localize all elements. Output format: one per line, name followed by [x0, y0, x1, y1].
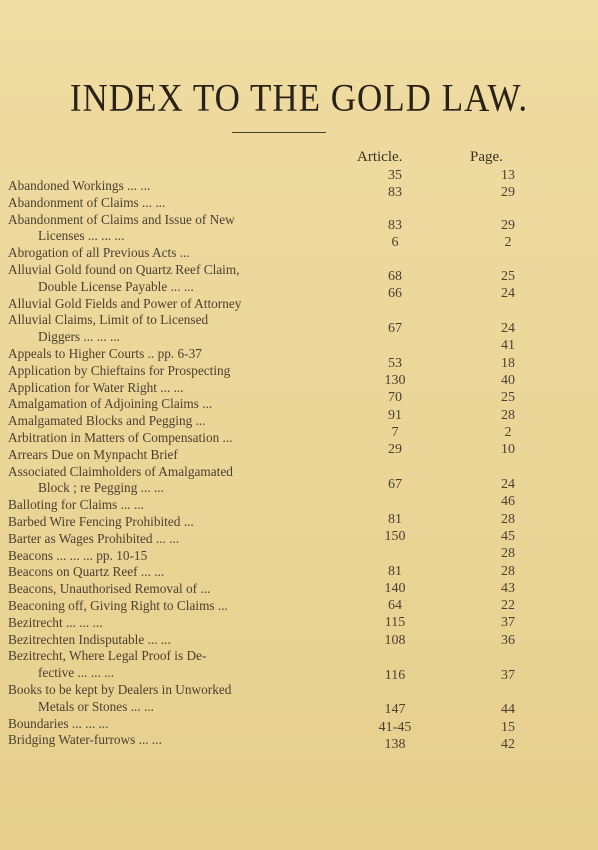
page-number: 43 — [501, 581, 515, 596]
index-entry: Bezitrecht, Where Legal Proof is De- — [8, 648, 207, 664]
article-number: 70 — [388, 390, 402, 405]
article-number: 130 — [384, 373, 406, 388]
index-entry: Amalgamation of Adjoining Claims ... — [8, 396, 213, 412]
article-number: 66 — [388, 286, 402, 301]
page-number: 41 — [501, 338, 515, 353]
index-entry: Alluvial Claims, Limit of to Licensed — [8, 312, 209, 328]
index-entry: Licenses ... ... ... — [38, 228, 125, 244]
page-number: 36 — [501, 633, 515, 648]
page-number: 29 — [501, 185, 515, 200]
article-number: 6 — [391, 235, 399, 250]
page-number: 25 — [501, 390, 515, 405]
page-number: 44 — [501, 702, 515, 717]
page-number: 46 — [501, 494, 515, 509]
index-entry: Metals or Stones ... ... — [38, 698, 154, 714]
index-entry: Beacons ... ... ... pp. 10-15 — [8, 547, 148, 563]
page-number: 28 — [501, 512, 515, 527]
page-number: 24 — [501, 286, 515, 301]
index-entry: Bridging Water-furrows ... ... — [8, 732, 162, 748]
page-number: 2 — [504, 235, 512, 250]
article-number: 68 — [388, 269, 402, 284]
article-number: 108 — [384, 633, 406, 648]
index-entry: Beaconing off, Giving Right to Claims ... — [8, 597, 228, 613]
index-entry: Abandoned Workings ... ... — [8, 178, 151, 193]
page-number: 42 — [501, 737, 515, 752]
page-number: 45 — [501, 529, 515, 544]
article-number: 67 — [388, 321, 402, 336]
index-entry: Barbed Wire Fencing Prohibited ... — [8, 513, 194, 529]
index-entry: Alluvial Gold found on Quartz Reef Claim, — [8, 261, 240, 277]
index-entry: Bezitrechten Indisputable ... ... — [8, 631, 171, 647]
index-entry: Diggers ... ... ... — [38, 329, 120, 345]
page-number: 37 — [501, 615, 515, 630]
article-number: 83 — [388, 185, 402, 200]
page-number: 2 — [504, 425, 512, 440]
article-number: 138 — [384, 737, 406, 752]
index-entry: Double License Payable ... ... — [38, 278, 194, 294]
page-number: 10 — [501, 442, 515, 457]
index-entry: Abandonment of Claims ... ... — [8, 194, 166, 210]
article-number: 150 — [384, 529, 406, 544]
index-entry: Bezitrecht ... ... ... — [8, 614, 103, 630]
reference-numbers — [340, 168, 540, 768]
article-number: 81 — [388, 564, 402, 579]
article-number: 64 — [388, 598, 402, 613]
page-number: 28 — [501, 546, 515, 561]
page-number: 15 — [501, 720, 515, 735]
page-title: INDEX TO THE GOLD LAW. — [69, 75, 529, 120]
index-entry: Beacons on Quartz Reef ... ... — [8, 564, 165, 580]
index-entry: Abandonment of Claims and Issue of New — [8, 211, 235, 227]
article-number: 35 — [388, 168, 402, 183]
index-entry: Boundaries ... ... ... — [8, 715, 109, 731]
page-number: 13 — [501, 168, 515, 183]
article-number: 7 — [391, 425, 399, 440]
index-entry: Application by Chieftains for Prospecting — [8, 362, 231, 378]
page-number: 24 — [501, 321, 515, 336]
index-entry: Arbitration in Matters of Compensation ... — [8, 429, 233, 445]
article-number: 29 — [388, 442, 402, 457]
index-entry: Barter as Wages Prohibited ... ... — [8, 530, 180, 546]
page-number: 24 — [501, 477, 515, 492]
article-number: 67 — [388, 477, 402, 492]
page-number: 18 — [501, 356, 515, 371]
article-number: 81 — [388, 512, 402, 527]
article-number: 53 — [388, 356, 402, 371]
page-number: 22 — [501, 598, 515, 613]
index-entry: Appeals to Higher Courts .. pp. 6-37 — [8, 345, 202, 361]
article-column-header: Article. — [357, 149, 403, 165]
article-number: 83 — [388, 218, 402, 233]
page-number: 28 — [501, 564, 515, 579]
page-number: 29 — [501, 218, 515, 233]
article-number: 147 — [384, 702, 406, 717]
page-number: 37 — [501, 668, 515, 683]
article-number: 116 — [384, 668, 406, 683]
index-entry: Books to be kept by Dealers in Unworked — [8, 681, 232, 697]
article-number: 115 — [384, 615, 406, 630]
index-entry: Alluvial Gold Fields and Power of Attorney — [8, 295, 242, 311]
index-entry: fective ... ... ... — [38, 665, 115, 681]
page-column-header: Page. — [470, 149, 503, 165]
page-number: 25 — [501, 269, 515, 284]
article-number: 140 — [384, 581, 406, 596]
article-number: 41-45 — [378, 720, 412, 735]
index-entry: Beacons, Unauthorised Removal of ... — [8, 581, 211, 597]
index-entry: Application for Water Right ... ... — [8, 379, 184, 395]
page-number: 40 — [501, 373, 515, 388]
index-entry: Associated Claimholders of Amalgamated — [8, 463, 233, 479]
index-entry: Abrogation of all Previous Acts ... — [8, 245, 190, 261]
title-rule — [232, 132, 326, 133]
index-entry: Amalgamated Blocks and Pegging ... — [8, 413, 206, 429]
index-entry: Balloting for Claims ... ... — [8, 497, 144, 513]
index-entry: Arrears Due on Mynpacht Brief — [8, 446, 178, 462]
index-entry: Block ; re Pegging ... ... — [38, 480, 164, 496]
article-number: 91 — [388, 408, 402, 423]
page-number: 28 — [501, 408, 515, 423]
